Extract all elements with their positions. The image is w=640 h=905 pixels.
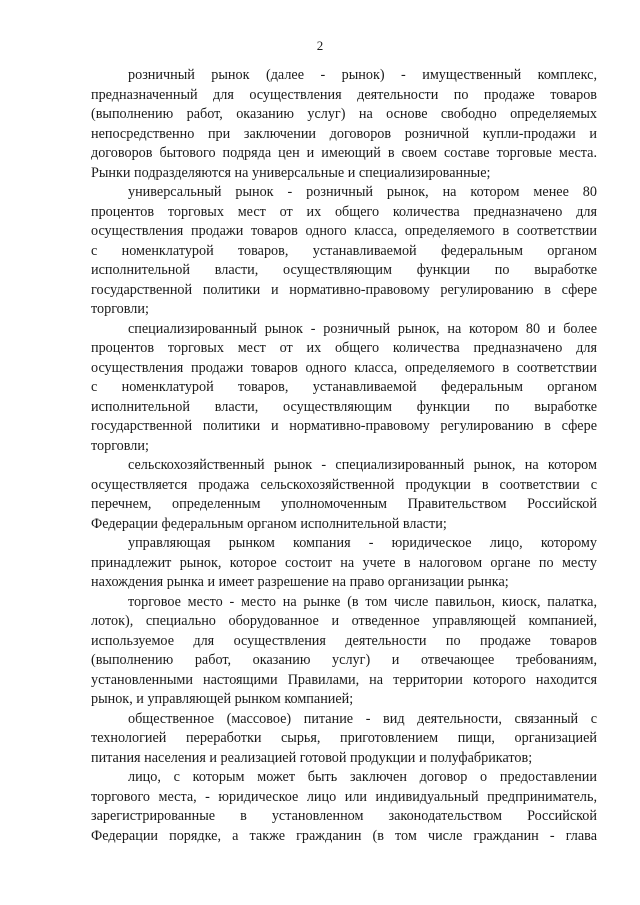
text-line: специализированный рынок - розничный рынок, на котором 80 и более (128, 320, 597, 337)
text-line: Рынки подразделяются на универсальные и специализированные; (91, 164, 491, 181)
text-line: непосредственно при заключении договоров розничной купли-продажи и (91, 125, 597, 142)
text-line: Федерации федеральным органом исполнительной власти; (91, 515, 447, 532)
text-line: используемое для осуществления деятельности по продаже товаров (91, 632, 597, 649)
text-line: торгового места, - юридическое лицо или индивидуальный предприниматель, (91, 788, 597, 805)
text-line: нахождения рынка и имеет разрешение на право организации рынка; (91, 574, 509, 590)
text-line: технологией переработки сырья, приготовлением пищи, организацией (91, 730, 597, 746)
text-line: процентов торговых мест от их общего количества предназначено для (91, 340, 597, 356)
text-line: установленными настоящими Правилами, на территории которого находится (91, 671, 597, 688)
text-line: договоров бытового подряда цен и имеющий в своем составе торговые места. (91, 145, 597, 161)
body-text (91, 66, 597, 846)
text-line: зарегистрированные в установленном законодательством Российской (91, 808, 597, 824)
text-line: рынок, и управляющей рынком компанией; (91, 691, 354, 707)
text-line: осуществления продажи товаров одного класса, определяемого в соответствии (91, 223, 597, 239)
text-line: перечнем, определенным уполномоченным Правительством Российской (91, 496, 597, 512)
text-line: общественное (массовое) питание - вид деятельности, связанный с (128, 710, 597, 727)
text-line: (выполнению работ, оказанию услуг) и отвечающее требованиям, (91, 652, 597, 668)
text-line: управляющая рынком компания - юридическое лицо, которому (128, 535, 597, 551)
text-line: с номенклатурой товаров, устанавливаемой федеральным органом (91, 242, 597, 259)
text-line: торговли; (91, 301, 149, 317)
text-line: исполнительной власти, осуществляющим функции по выработке (91, 262, 597, 278)
text-line: торговли; (91, 437, 149, 454)
text-line: лицо, с которым может быть заключен договор о предоставлении (128, 769, 597, 785)
text-line: питания населения и реализацией готовой продукции и полуфабрикатов; (91, 749, 533, 766)
text-line: лоток), специально оборудованное и отведенное управляющей компанией, (91, 613, 597, 629)
text-line: (выполнению работ, оказанию услуг) на основе свободно определяемых (91, 106, 597, 122)
text-line: торговое место - место на рынке (в том числе павильон, киоск, палатка, (128, 593, 597, 610)
text-line: осуществления продажи товаров одного класса, определяемого в соответствии (91, 359, 597, 376)
text-line: принадлежит рынок, которое состоит на учете в налоговом органе по месту (91, 554, 597, 571)
text-line: предназначенный для осуществления деятельности по продаже товаров (91, 86, 597, 103)
text-line: исполнительной власти, осуществляющим функции по выработке (91, 398, 597, 415)
page-number: 2 (316, 38, 324, 53)
text-line: универсальный рынок - розничный рынок, на котором менее 80 (128, 184, 597, 200)
text-line: государственной политики и нормативно-правовому регулированию в сфере (91, 418, 597, 434)
text-line: процентов торговых мест от их общего количества предназначено для (91, 203, 597, 220)
text-line: розничный рынок (далее - рынок) - имущественный комплекс, (128, 67, 597, 83)
text-line: государственной политики и нормативно-правовому регулированию в сфере (91, 281, 597, 298)
text-line: сельскохозяйственный рынок - специализированный рынок, на котором (128, 457, 597, 473)
text-line: с номенклатурой товаров, устанавливаемой федеральным органом (91, 379, 597, 395)
text-line: Федерации порядке, а также гражданин (в том числе гражданин - глава (91, 827, 597, 844)
text-line: осуществляется продажа сельскохозяйственной продукции в соответствии с (91, 476, 597, 493)
